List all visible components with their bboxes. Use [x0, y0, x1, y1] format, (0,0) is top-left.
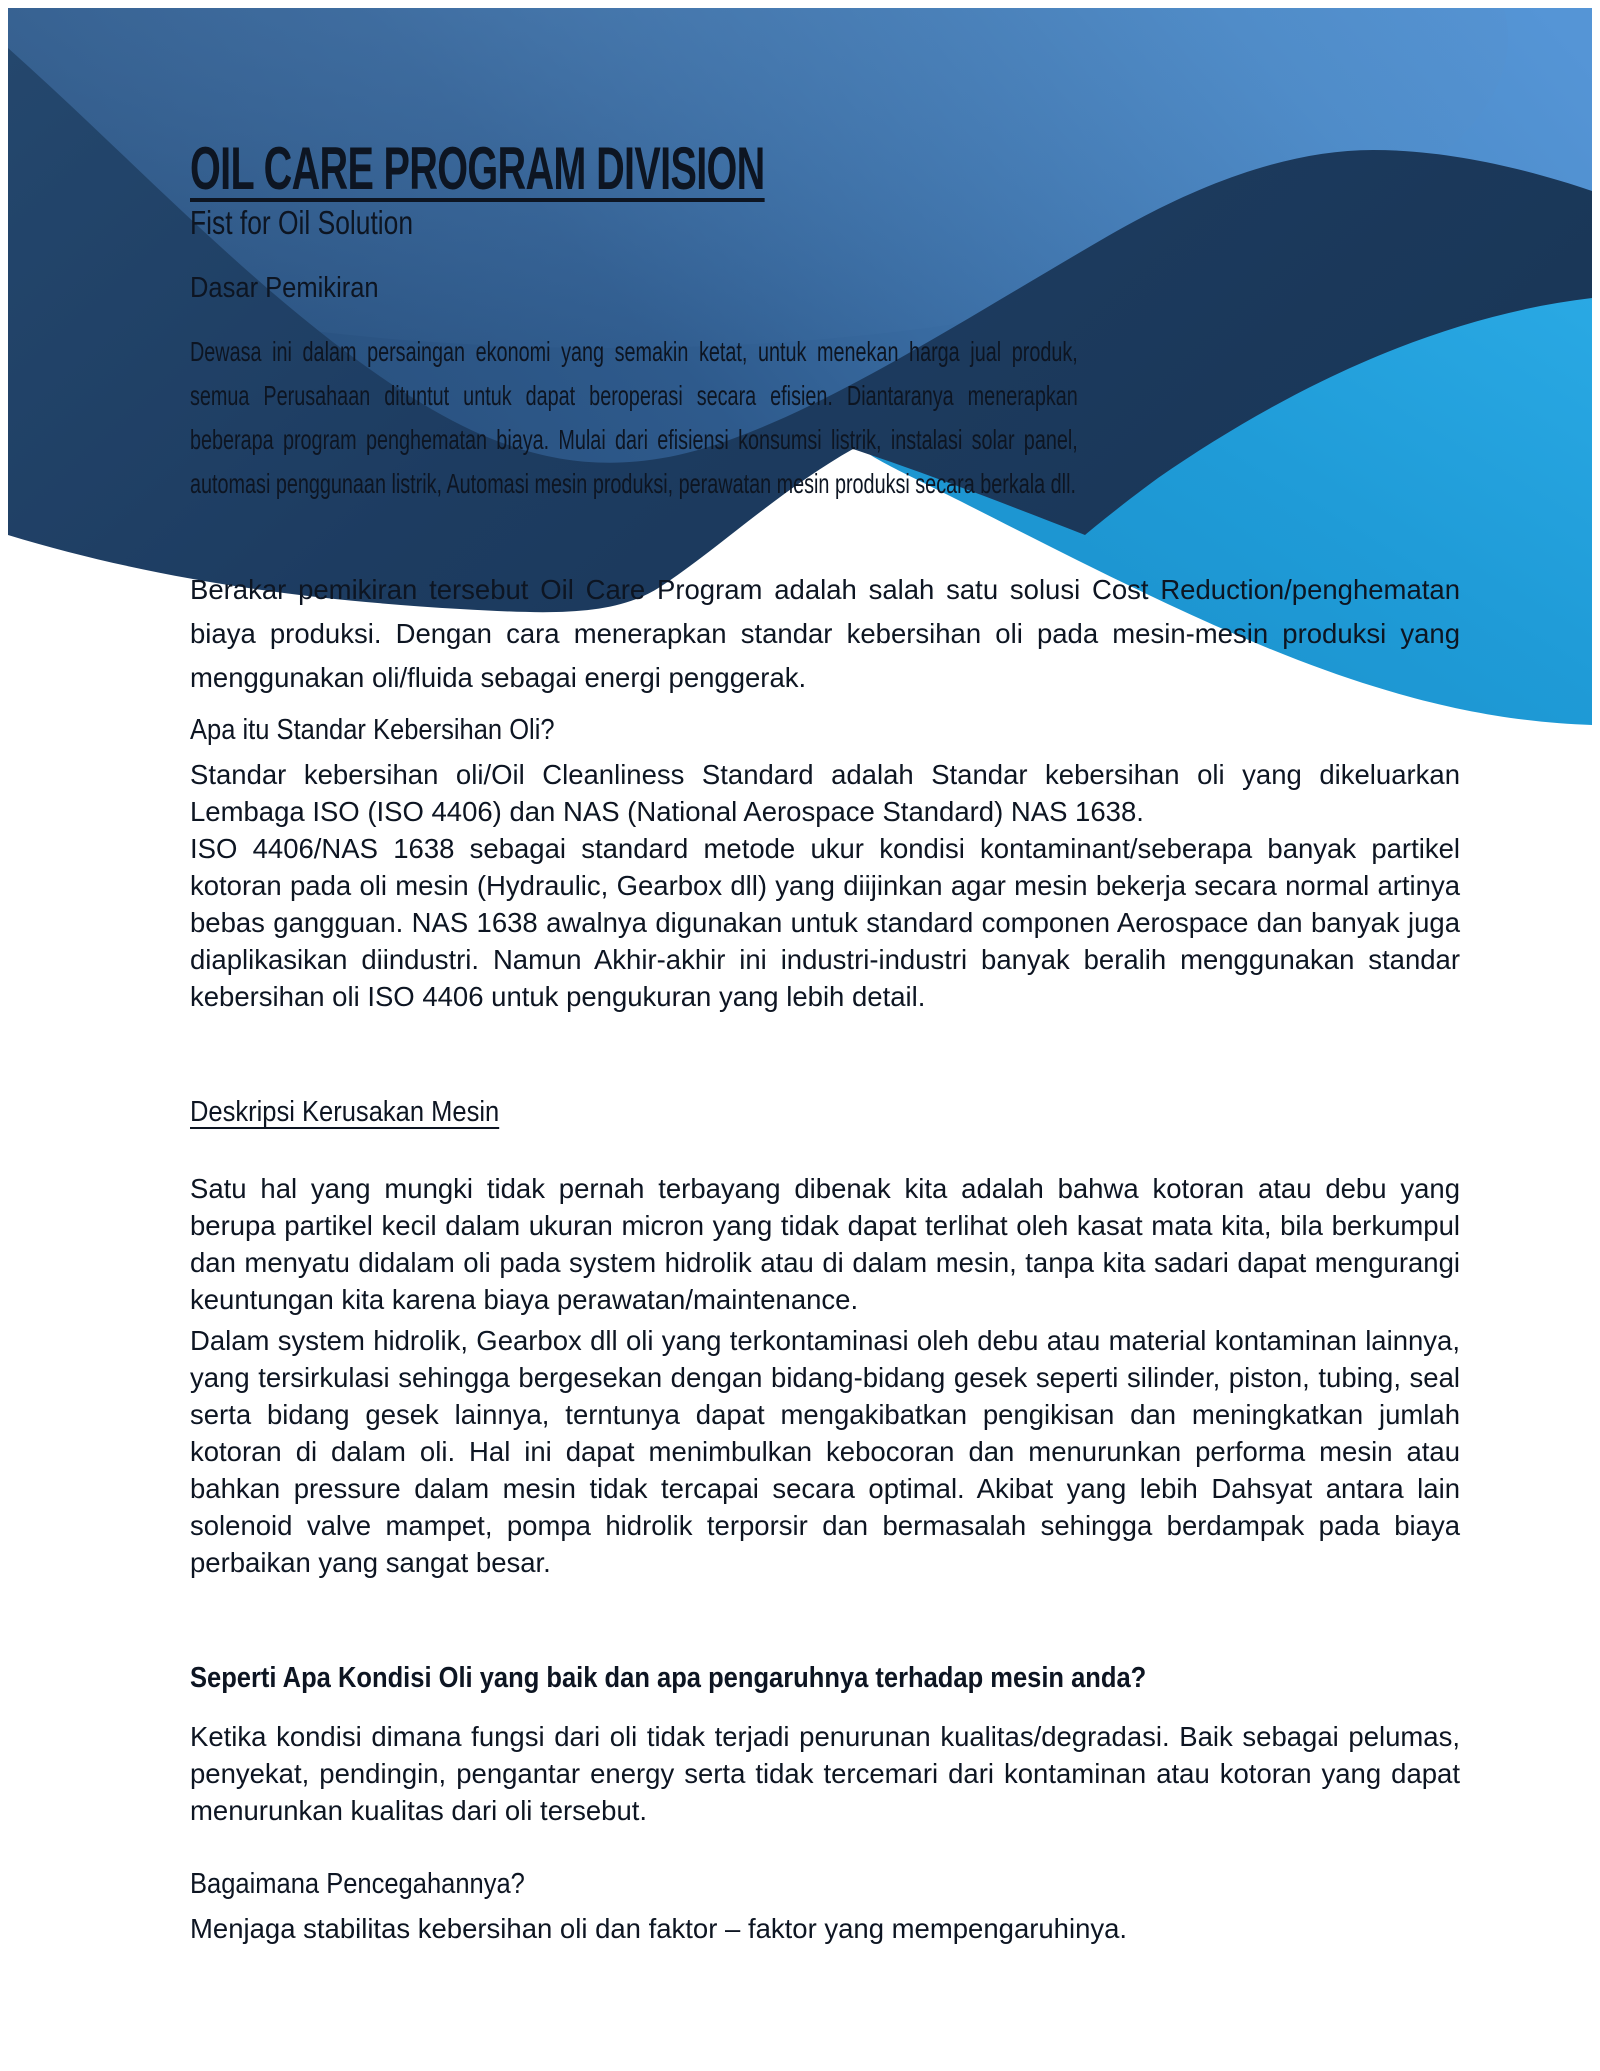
document-subtitle: Fist for Oil Solution: [190, 204, 414, 241]
paragraph-menjaga: Menjaga stabilitas kebersihan oli dan faktor – faktor yang mempengaruhinya.: [190, 1913, 1128, 1944]
paragraph-berakar: Berakar pemikiran tersebut Oil Care Program adalah salah satu solusi Cost Reduction/penghematan biaya produksi. Dengan cara menerapkan standar kebersihan oli pada mesin-mesin produksi yang menggunakan oli/fluida sebagai energi penggerak.: [190, 574, 1460, 693]
section-body-standar: [190, 756, 1460, 1015]
section-heading-kondisi-oli: Seperti Apa Kondisi Oli yang baik dan apa pengaruhnya terhadap mesin anda?: [190, 1662, 1147, 1694]
paragraph-satu-hal: Satu hal yang mungki tidak pernah terbayang dibenak kita adalah bahwa kotoran atau debu yang berupa partikel kecil dalam ukuran micron yang tidak dapat terlihat oleh kasat mata kita, bila berkumpul dan menyatu didalam oli pada system hidrolik atau di dalam mesin, tanpa kita sadari dapat mengurangi keuntungan kita karena biaya perawatan/maintenance.: [190, 1173, 1460, 1315]
paragraph-iso-nas: ISO 4406/NAS 1638 sebagai standard metode ukur kondisi kontaminant/seberapa banyak partikel kotoran pada oli mesin (Hydraulic, Gearbox dll) yang diijinkan agar mesin bekerja secara normal artinya bebas gangguan. NAS 1638 awalnya digunakan untuk standard componen Aerospace dan banyak juga diaplikasikan diindustri. Namun Akhir-akhir ini industri-industri banyak beralih menggunakan standar kebersihan oli ISO 4406 untuk pengukuran yang lebih detail.: [190, 833, 1460, 1012]
section-heading-dasar-pemikiran: Dasar Pemikiran: [190, 272, 379, 304]
section-heading-pencegahan: Bagaimana Pencegahannya?: [190, 1868, 525, 1900]
section-heading-deskripsi-kerusakan: Deskripsi Kerusakan Mesin: [190, 1096, 500, 1128]
paragraph-dalam-system: Dalam system hidrolik, Gearbox dll oli yang terkontaminasi oleh debu atau material kontaminan lainnya, yang tersirkulasi sehingga bergesekan dengan bidang-bidang gesek seperti silinder, piston, tubing, seal serta bidang gesek lainnya, terntunya dapat mengakibatkan pengikisan dan meningkatkan jumlah kotoran di dalam oli. Hal ini dapat menimbulkan kebocoran dan menurunkan performa mesin atau bahkan pressure dalam mesin tidak tercapai secara optimal. Akibat yang lebih Dahsyat antara lain solenoid valve mampet, pompa hidrolik terporsir dan bermasalah sehingga berdampak pada biaya perbaikan yang sangat besar.: [190, 1325, 1460, 1578]
paragraph-standar: Standar kebersihan oli/Oil Cleanliness Standard adalah Standar kebersihan oli yang dikeluarkan Lembaga ISO (ISO 4406) dan NAS (National Aerospace Standard) NAS 1638.: [190, 759, 1460, 827]
paragraph-ketika-kondisi: Ketika kondisi dimana fungsi dari oli tidak terjadi penurunan kualitas/degradasi. Baik sebagai pelumas, penyekat, pendingin, pengantar energy serta tidak tercemari dari kontaminan atau kotoran yang dapat menurunkan kualitas dari oli tersebut.: [190, 1721, 1460, 1826]
paragraph-dewasa: Dewasa ini dalam persaingan ekonomi yang semakin ketat, untuk menekan harga jual produk, semua Perusahaan dituntut untuk dapat beroperasi secara efisien. Diantaranya menerapkan beberapa program penghematan biaya. Mulai dari efisiensi konsumsi listrik, instalasi solar panel, automasi penggunaan listrik, Automasi mesin produksi, perawatan mesin produksi secara berkala dll.: [190, 336, 1078, 499]
document-title: OIL CARE PROGRAM DIVISION: [190, 135, 765, 202]
section-heading-standar-kebersihan: Apa itu Standar Kebersihan Oli?: [190, 714, 555, 746]
